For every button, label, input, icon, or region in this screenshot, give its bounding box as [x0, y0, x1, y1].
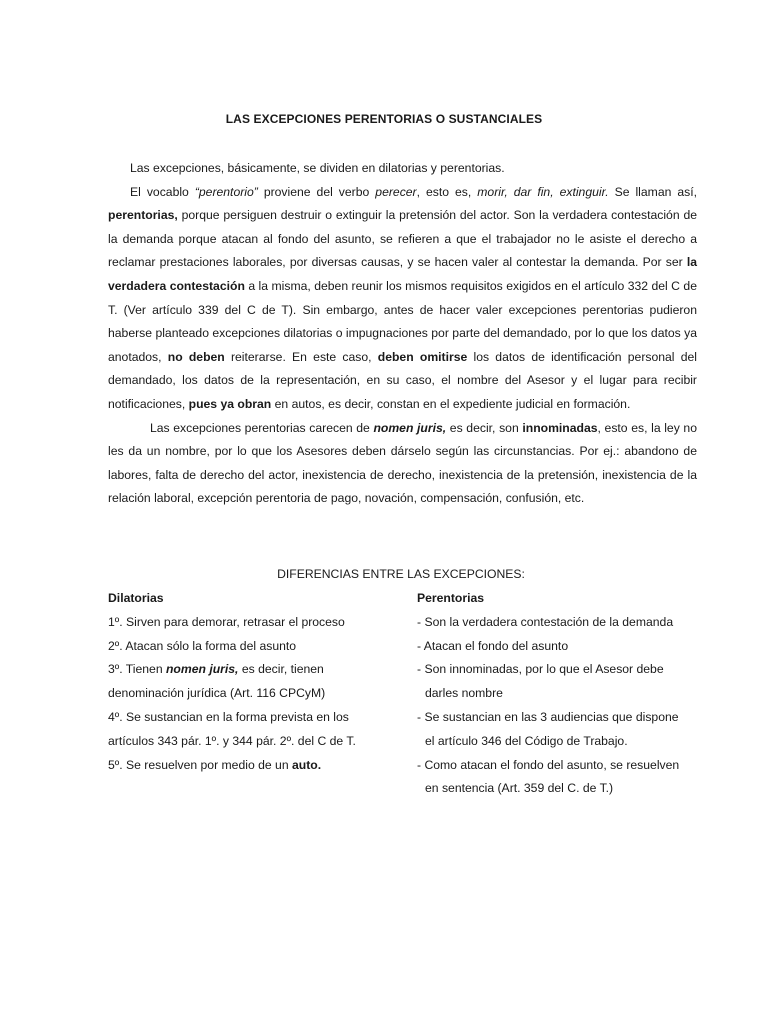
p2-bold: la verdadera contestación [108, 255, 697, 293]
p3-text: es decir, son [446, 420, 523, 435]
dilatorias-line: denominación jurídica (Art. 116 CPCyM) [108, 686, 326, 701]
p2-bold: pues ya obran [188, 396, 272, 411]
p2-text: los datos de identificación personal del demandado, los datos de la representación, en su caso, el nombre del Asesor y el lugar para recibir notificaciones, [108, 349, 697, 411]
paragraph-1: Las excepciones, básicamente, se dividen en dilatorias y perentorias. [130, 161, 505, 175]
p2-italic: perecer [375, 184, 417, 199]
p2-italic: “perentorio” [194, 184, 258, 199]
paragraph-3 [108, 417, 697, 511]
dilatorias-line [108, 658, 398, 682]
perentorias-line: darles nombre [425, 686, 503, 701]
dilatorias-bold-italic: nomen juris, [165, 662, 239, 677]
p2-text: proviene del verbo [257, 184, 376, 199]
p2-text: a la misma, deben reunir los mismos requisitos exigidos en el artículo 332 del C de T. (Ver artículo 339 del C de T). Sin embargo, antes de hacer valer excepciones perentorias pudieron haberse planteado excepciones dilatorias o impugnaciones por parte del demandado, por lo que los datos ya anotados, [108, 278, 697, 364]
perentorias-line: - Como atacan el fondo del asunto, se resuelven [417, 757, 680, 772]
p2-text: , esto es, [416, 184, 478, 199]
perentorias-line: - Son la verdadera contestación de la demanda [417, 614, 674, 629]
dilatorias-text: 5º. Se resuelven por medio de un [108, 757, 292, 772]
p2-bold: no deben [167, 349, 225, 364]
dilatorias-bold: auto. [292, 757, 322, 772]
dilatorias-line: artículos 343 pár. 1º. y 344 pár. 2º. del C de T. [108, 733, 356, 748]
dilatorias-line: 4º. Se sustancian en la forma prevista en los [108, 709, 349, 724]
perentorias-column [417, 587, 717, 801]
p2-text: reiterarse. En este caso, [224, 349, 378, 364]
perentorias-line: - Son innominadas, por lo que el Asesor debe [417, 662, 664, 677]
p2-text: Se llaman así, [608, 184, 698, 199]
p3-bold: innominadas [522, 420, 598, 435]
p2-text: El vocablo [130, 184, 195, 199]
p2-text: porque persiguen destruir o extinguir la pretensión del actor. Son la verdadera contestación de la demanda porque atacan al fondo del asunto, se refieren a que el trabajador no le asiste el derecho a reclamar prestaciones laborales, por diversas causas, y se hacen valer al contestar la demanda. Por ser [108, 208, 697, 270]
p2-bold: deben omitirse [377, 349, 468, 364]
dilatorias-line: 1º. Sirven para demorar, retrasar el proceso [108, 614, 345, 629]
p3-text: Las excepciones perentorias carecen de [150, 420, 374, 435]
p2-text: en autos, es decir, constan en el expediente judicial en formación. [271, 396, 631, 411]
dilatorias-line [108, 754, 398, 778]
dilatorias-column [108, 587, 398, 777]
dilatorias-text: es decir, tienen [238, 662, 324, 677]
p3-bold-italic: nomen juris, [373, 420, 447, 435]
dilatorias-line: 2º. Atacan sólo la forma del asunto [108, 638, 297, 653]
p3-text: , esto es, la ley no les da un nombre, por lo que los Asesores deben dárselo según las circunstancias. Por ej.: abandono de labores, falta de derecho del actor, inexistencia de derecho, inexistencia de la pretensión, inexistencia de la relación laboral, excepción perentoria de pago, novación, compensación, confusión, etc. [108, 420, 697, 506]
perentorias-line: - Se sustancian en las 3 audiencias que dispone [417, 709, 679, 724]
paragraph-2 [108, 181, 697, 417]
p2-italic: morir, dar fin, extinguir. [477, 184, 609, 199]
document-body [108, 157, 697, 511]
perentorias-line: - Atacan el fondo del asunto [417, 638, 569, 653]
p2-bold: perentorias, [108, 208, 178, 223]
differences-title: DIFERENCIAS ENTRE LAS EXCEPCIONES: [277, 567, 525, 581]
perentorias-heading: Perentorias [417, 591, 485, 605]
dilatorias-text: 3º. Tienen [108, 662, 166, 677]
document-title: LAS EXCEPCIONES PERENTORIAS O SUSTANCIALES [225, 112, 543, 126]
perentorias-line: el artículo 346 del Código de Trabajo. [425, 733, 628, 748]
perentorias-line: en sentencia (Art. 359 del C. de T.) [425, 781, 614, 796]
dilatorias-heading: Dilatorias [108, 591, 164, 605]
